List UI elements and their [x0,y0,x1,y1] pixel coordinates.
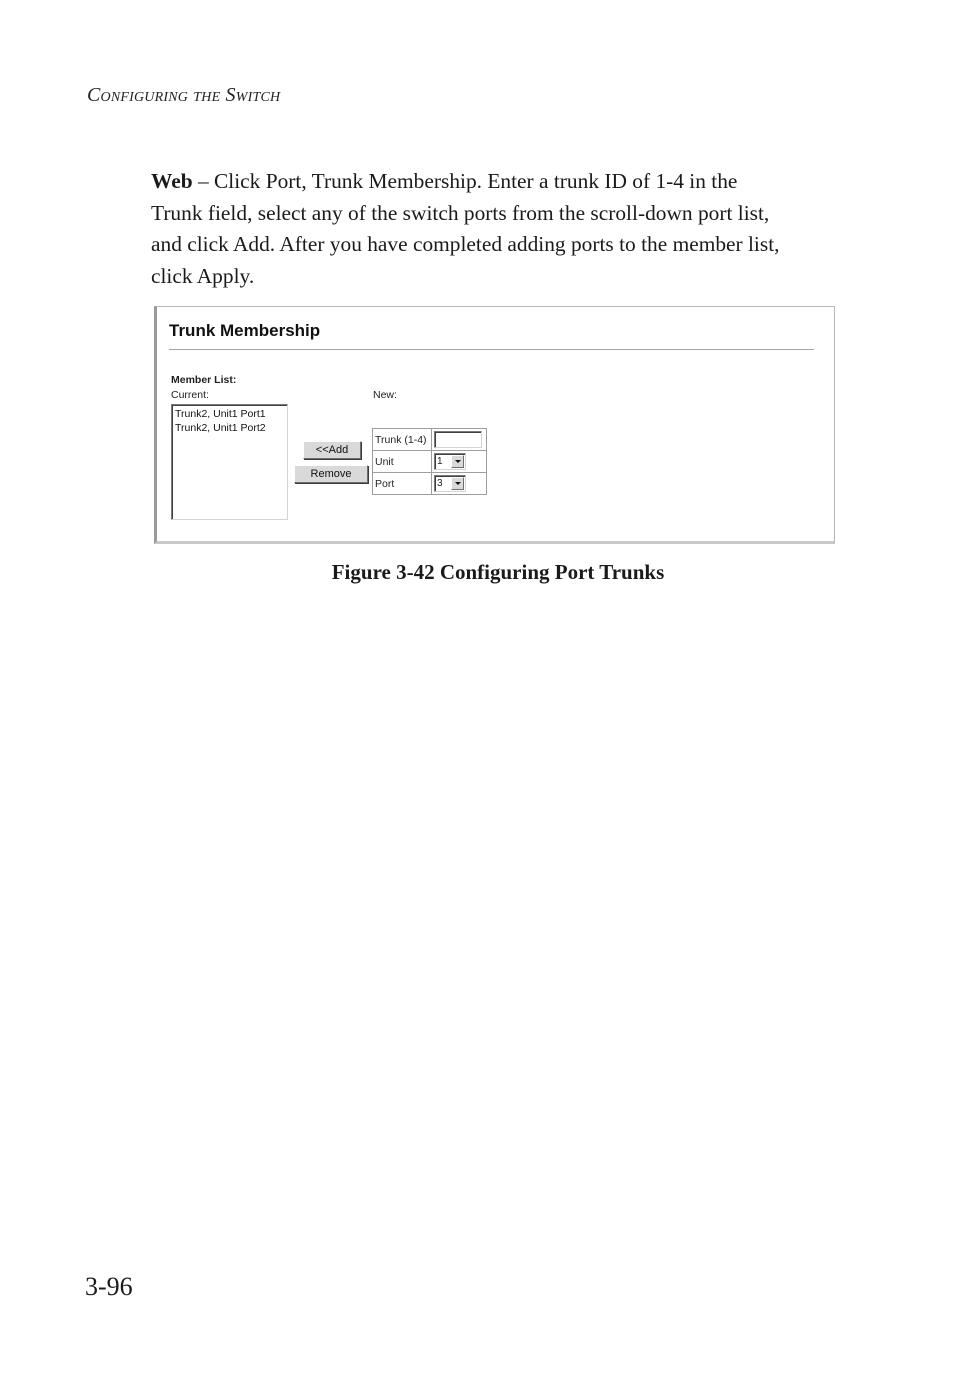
paragraph-lead: Web [151,169,193,193]
trunk-field-label: Trunk (1-4) [373,429,432,451]
title-divider [169,349,814,350]
unit-selected-value: 1 [437,456,443,467]
new-member-form [372,428,487,495]
paragraph-line-4: click Apply. [151,263,255,288]
trunk-membership-screenshot [154,306,835,544]
paragraph-line-3: and click Add. After you have completed adding ports to the member list, [151,232,780,256]
screenshot-title: Trunk Membership [169,321,321,340]
unit-field-label: Unit [373,451,432,473]
paragraph-line-2: Trunk field, select any of the switch ports from the scroll-down port list, [151,200,770,225]
member-list-label: Member List: [171,374,237,386]
page-number: 3-96 [85,1272,133,1301]
paragraph-line-1 [151,166,851,198]
instruction-paragraph [151,166,851,292]
trunk-id-input[interactable] [434,431,482,448]
figure-caption: Figure 3-42 Configuring Port Trunks [331,560,665,584]
paragraph-line-1-text: – Click Port, Trunk Membership. Enter a trunk ID of 1-4 in the [192,169,738,193]
add-button[interactable]: <<Add [303,441,361,459]
chevron-down-icon[interactable] [451,477,464,490]
running-head: Configuring the Switch [87,84,281,106]
new-label: New: [373,389,397,401]
port-field-label: Port [373,473,432,495]
current-members-listbox[interactable] [171,404,288,520]
chevron-down-icon[interactable] [451,455,464,468]
current-label: Current: [171,389,209,401]
unit-select[interactable] [434,453,466,470]
list-item[interactable]: Trunk2, Unit1 Port1 [175,408,266,420]
remove-button[interactable]: Remove [294,465,368,483]
port-select[interactable] [434,475,466,492]
list-item[interactable]: Trunk2, Unit1 Port2 [175,422,266,434]
port-selected-value: 3 [437,478,443,489]
